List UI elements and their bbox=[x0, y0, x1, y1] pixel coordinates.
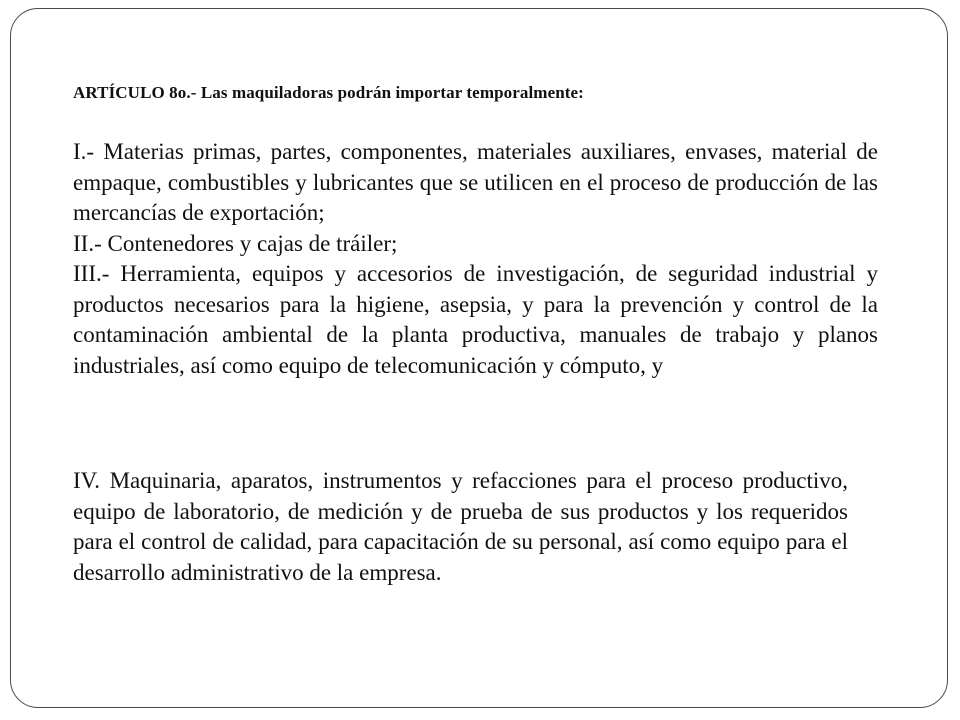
slide-frame bbox=[10, 8, 948, 708]
article-item-ii: II.- Contenedores y cajas de tráiler; bbox=[73, 230, 398, 256]
article-item-iv: IV. Maquinaria, aparatos, instrumentos y refacciones para el proceso productivo, equipo de laboratorio, de medición y de prueba de sus productos y los requeridos para el control de calidad, para capacitación de su personal, así como equipo para el desarrollo administrativo de la empresa. bbox=[73, 468, 848, 585]
article-item-iii: III.- Herramienta, equipos y accesorios de investigación, de seguridad industrial y productos necesarios para la higiene, asepsia, y para la prevención y control de la contaminación ambiental de la planta productiva, manuales de trabajo y planos industriales, así como equipo de telecomunicación y cómputo, y bbox=[73, 261, 878, 378]
article-body-2 bbox=[73, 466, 848, 588]
article-item-i: I.- Materias primas, partes, componentes, materiales auxiliares, envases, material de empaque, combustibles y lubricantes que se utilicen en el proceso de producción de las mercancías de exportación; bbox=[73, 139, 878, 225]
article-heading: ARTÍCULO 8o.- Las maquiladoras podrán importar temporalmente: bbox=[73, 83, 584, 102]
article-body bbox=[73, 137, 878, 381]
